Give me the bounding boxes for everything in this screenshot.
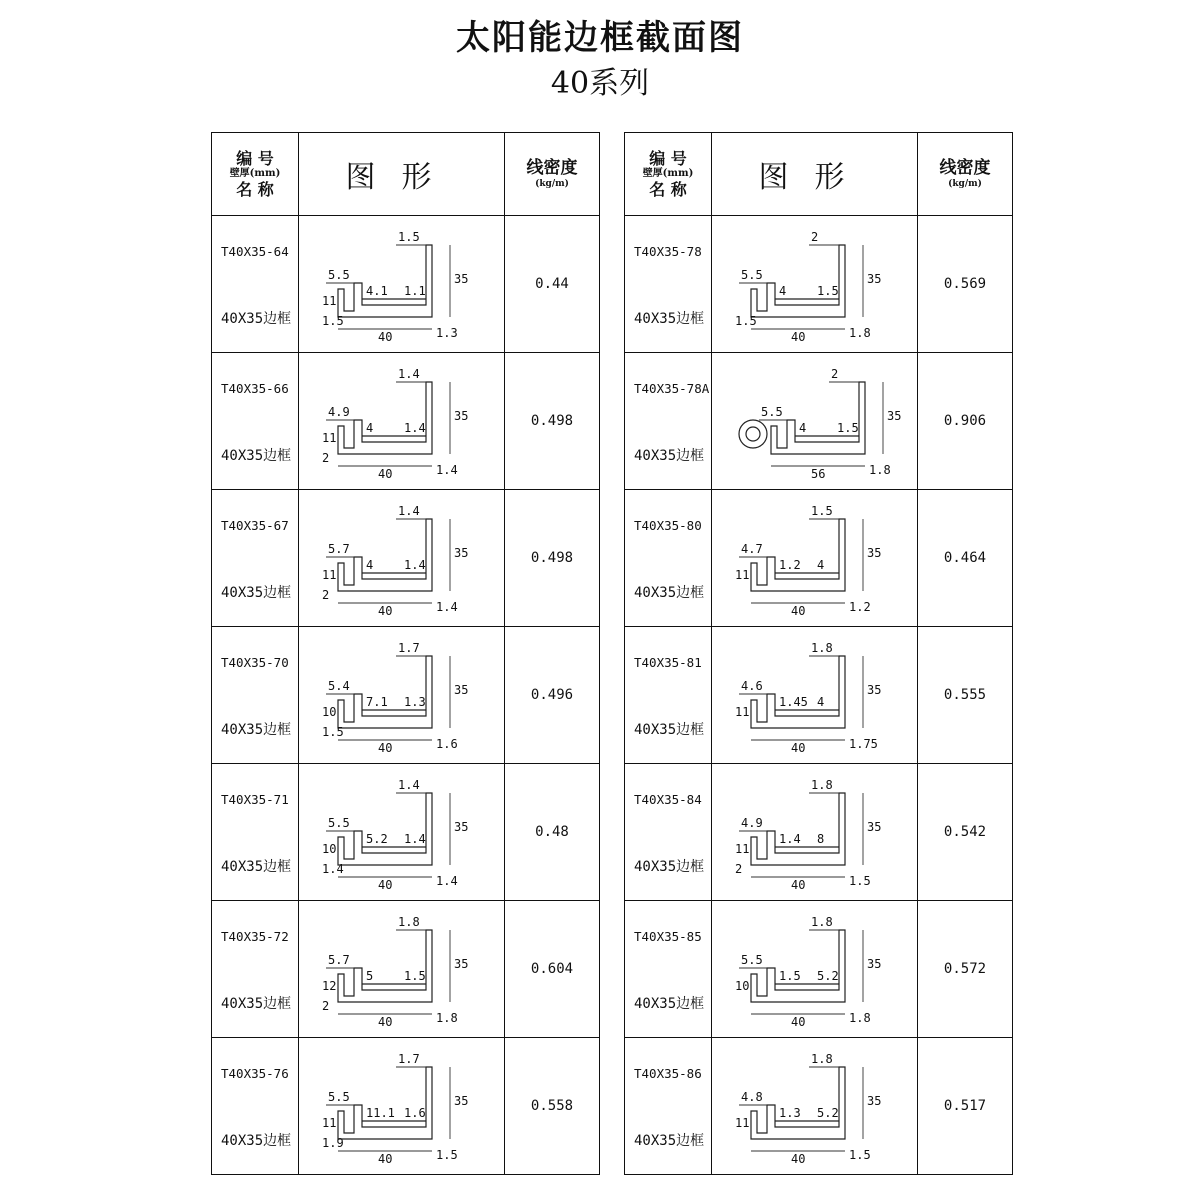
dim-d1: 4 <box>365 558 373 572</box>
frame-profile-outline <box>338 382 432 454</box>
mounting-ring <box>739 420 767 448</box>
dim-width: 40 <box>377 1015 392 1028</box>
profile-density-cell <box>918 1038 1013 1175</box>
dim-lip: 4.7 <box>740 542 763 556</box>
profile-row <box>212 764 600 901</box>
dim-bottom: 1.4 <box>435 874 458 888</box>
profile-density: 0.558 <box>530 1098 574 1114</box>
dim-bottom: 1.2 <box>848 600 871 614</box>
profile-row <box>625 764 1013 901</box>
profile-name: 40X35边框 <box>634 859 705 875</box>
dim-d2: 1.1 <box>403 284 426 298</box>
dim-side: 10 <box>734 979 749 993</box>
dim-width: 40 <box>790 1152 805 1165</box>
dim-lip: 4.9 <box>327 405 350 419</box>
dim-height: 35 <box>886 409 901 423</box>
profile-figure-cell <box>712 216 918 353</box>
dim-lip: 4.9 <box>740 816 763 830</box>
dim-lip: 5.4 <box>327 679 350 693</box>
profile-density: 0.464 <box>943 550 987 566</box>
profile-figure-cell <box>712 490 918 627</box>
profile-drawing <box>312 910 492 1028</box>
profile-name: 40X35边框 <box>221 311 292 327</box>
profile-figure-cell <box>299 627 505 764</box>
profile-drawing <box>725 1047 905 1165</box>
profile-density-cell <box>505 216 600 353</box>
profile-density-cell <box>505 1038 600 1175</box>
profile-row <box>625 1038 1013 1175</box>
dim-d1: 1.4 <box>778 832 801 846</box>
profile-drawing <box>312 362 492 480</box>
profile-drawing <box>725 636 905 754</box>
dim-side: 11 <box>734 705 749 719</box>
dim-bottom: 1.8 <box>848 326 871 340</box>
dim-bottom: 1.5 <box>848 1148 871 1162</box>
dim-d1: 4 <box>365 421 373 435</box>
profile-id-cell <box>625 764 712 901</box>
profile-density: 0.604 <box>530 961 574 977</box>
dim-top: 1.4 <box>397 367 420 381</box>
dim-height: 35 <box>453 1094 468 1108</box>
dim-side: 11 <box>321 568 336 582</box>
dim-d1: 1.2 <box>778 558 801 572</box>
dim-d2: 5.2 <box>816 969 839 983</box>
profile-row <box>625 353 1013 490</box>
dim-d2: 8 <box>816 832 824 846</box>
profile-code: T40X35-80 <box>634 518 702 533</box>
dim-width: 40 <box>790 604 805 617</box>
dim-side: 11 <box>321 1116 336 1130</box>
profile-code: T40X35-66 <box>221 381 289 396</box>
dim-top: 1.5 <box>810 504 833 518</box>
profile-figure-cell <box>712 627 918 764</box>
dim-d2: 4 <box>816 695 824 709</box>
dim-lip: 5.5 <box>327 268 350 282</box>
dim-height: 35 <box>453 820 468 834</box>
frame-profile-outline <box>338 930 432 1002</box>
profile-figure-cell <box>299 901 505 1038</box>
profile-density-cell <box>918 901 1013 1038</box>
dim-d1: 4.1 <box>365 284 388 298</box>
dim-height: 35 <box>866 957 881 971</box>
dim-foot: 1.5 <box>734 314 757 328</box>
profile-name: 40X35边框 <box>634 722 705 738</box>
header-figure-cell <box>299 133 505 216</box>
profile-drawing <box>725 225 905 343</box>
dim-foot: 2 <box>321 588 329 602</box>
dim-bottom: 1.5 <box>848 874 871 888</box>
left-spec-table <box>211 132 600 1175</box>
dim-d2: 1.4 <box>403 832 426 846</box>
dim-d2: 1.4 <box>403 421 426 435</box>
dim-side: 10 <box>321 842 336 856</box>
profile-id-cell <box>625 1038 712 1175</box>
dim-d1: 1.3 <box>778 1106 801 1120</box>
dim-height: 35 <box>453 409 468 423</box>
profile-figure-cell <box>712 353 918 490</box>
profile-id-cell <box>625 627 712 764</box>
profile-id-cell <box>212 490 299 627</box>
profile-code: T40X35-86 <box>634 1066 702 1081</box>
dim-d2: 1.5 <box>816 284 839 298</box>
profile-figure-cell <box>712 1038 918 1175</box>
dim-width: 56 <box>810 467 825 480</box>
dim-foot: 1.5 <box>321 314 344 328</box>
profile-density: 0.48 <box>535 824 569 840</box>
header-id-label: 编 号 <box>236 148 274 168</box>
dim-width: 40 <box>377 741 392 754</box>
dim-foot: 2 <box>734 862 742 876</box>
profile-drawing <box>312 499 492 617</box>
dim-d2: 1.4 <box>403 558 426 572</box>
dim-lip: 4.6 <box>740 679 763 693</box>
dim-top: 1.8 <box>810 778 833 792</box>
profile-code: T40X35-81 <box>634 655 702 670</box>
profile-code: T40X35-70 <box>221 655 289 670</box>
profile-density: 0.569 <box>943 276 987 292</box>
frame-profile-outline <box>771 382 865 454</box>
profile-name: 40X35边框 <box>221 448 292 464</box>
profile-drawing <box>725 773 905 891</box>
header-row <box>625 133 1013 216</box>
profile-density: 0.44 <box>535 276 569 292</box>
dim-bottom: 1.4 <box>435 600 458 614</box>
dim-d2: 1.6 <box>403 1106 426 1120</box>
profile-row <box>625 901 1013 1038</box>
profile-id-cell <box>625 490 712 627</box>
profile-row <box>212 490 600 627</box>
profile-code: T40X35-85 <box>634 929 702 944</box>
profile-figure-cell <box>299 764 505 901</box>
dim-foot: 1.5 <box>321 725 344 739</box>
dim-bottom: 1.5 <box>435 1148 458 1162</box>
profile-figure-cell <box>299 1038 505 1175</box>
dim-bottom: 1.75 <box>848 737 878 751</box>
frame-profile-outline <box>751 245 845 317</box>
profile-row <box>212 901 600 1038</box>
profile-density: 0.517 <box>943 1098 987 1114</box>
profile-code: T40X35-67 <box>221 518 289 533</box>
dim-top: 2 <box>810 230 818 244</box>
header-density-cell <box>918 133 1013 216</box>
dim-top: 1.8 <box>810 641 833 655</box>
profile-drawing <box>725 362 905 480</box>
profile-row <box>212 216 600 353</box>
profile-figure-cell <box>299 216 505 353</box>
header-id-cell <box>625 133 712 216</box>
page-title: 太阳能边框截面图 <box>456 18 744 58</box>
dim-height: 35 <box>453 272 468 286</box>
profile-density-cell <box>918 353 1013 490</box>
profile-id-cell <box>625 353 712 490</box>
dim-lip: 5.5 <box>740 268 763 282</box>
frame-profile-outline <box>338 656 432 728</box>
profile-figure-cell <box>299 353 505 490</box>
dim-height: 35 <box>453 957 468 971</box>
profile-figure-cell <box>299 490 505 627</box>
dim-height: 35 <box>866 546 881 560</box>
profile-drawing <box>312 1047 492 1165</box>
profile-density: 0.555 <box>943 687 987 703</box>
dim-top: 1.7 <box>397 641 420 655</box>
frame-profile-outline <box>751 1067 845 1139</box>
profile-density-cell <box>505 490 600 627</box>
dim-lip: 5.7 <box>327 953 350 967</box>
header-figure-label: 图形 <box>758 160 871 195</box>
profile-id-cell <box>625 901 712 1038</box>
profile-density: 0.496 <box>530 687 574 703</box>
dim-foot: 1.9 <box>321 1136 344 1150</box>
dim-d1: 5 <box>365 969 373 983</box>
dim-side: 11 <box>734 568 749 582</box>
profile-id-cell <box>212 901 299 1038</box>
dim-side: 12 <box>321 979 336 993</box>
dim-top: 1.8 <box>810 1052 833 1066</box>
dim-side: 11 <box>321 294 336 308</box>
profile-code: T40X35-76 <box>221 1066 289 1081</box>
dim-lip: 5.5 <box>760 405 783 419</box>
frame-profile-outline <box>338 245 432 317</box>
profile-density: 0.542 <box>943 824 987 840</box>
dim-d1: 5.2 <box>365 832 388 846</box>
profile-code: T40X35-64 <box>221 244 289 259</box>
dim-width: 40 <box>790 330 805 343</box>
dim-width: 40 <box>790 741 805 754</box>
profile-code: T40X35-84 <box>634 792 702 807</box>
frame-profile-outline <box>751 656 845 728</box>
header-density-cell <box>505 133 600 216</box>
header-row <box>212 133 600 216</box>
header-name-label: 名 称 <box>236 180 274 199</box>
header-thickness-label: 壁厚(mm) <box>642 168 694 179</box>
frame-profile-outline <box>751 793 845 865</box>
dim-bottom: 1.4 <box>435 463 458 477</box>
header-density-unit: (kg/m) <box>948 179 982 190</box>
dim-width: 40 <box>377 467 392 480</box>
frame-profile-outline <box>338 1067 432 1139</box>
dim-lip: 5.7 <box>327 542 350 556</box>
profile-drawing <box>312 773 492 891</box>
dim-width: 40 <box>377 878 392 891</box>
profile-name: 40X35边框 <box>221 996 292 1012</box>
dim-d2: 1.5 <box>836 421 859 435</box>
profile-figure-cell <box>712 764 918 901</box>
profile-name: 40X35边框 <box>221 722 292 738</box>
header-figure-cell <box>712 133 918 216</box>
profile-name: 40X35边框 <box>221 1133 292 1149</box>
profile-name: 40X35边框 <box>221 859 292 875</box>
dim-height: 35 <box>866 272 881 286</box>
dim-side: 11 <box>734 842 749 856</box>
profile-name: 40X35边框 <box>634 1133 705 1149</box>
dim-bottom: 1.8 <box>848 1011 871 1025</box>
header-figure-label: 图形 <box>345 160 458 195</box>
profile-density-cell <box>918 764 1013 901</box>
profile-id-cell <box>212 627 299 764</box>
profile-density-cell <box>505 764 600 901</box>
dim-width: 40 <box>377 1152 392 1165</box>
dim-side: 11 <box>734 1116 749 1130</box>
dim-height: 35 <box>866 1094 881 1108</box>
profile-name: 40X35边框 <box>634 585 705 601</box>
dim-d1: 4 <box>798 421 806 435</box>
profile-density-cell <box>918 216 1013 353</box>
dim-lip: 5.5 <box>327 1090 350 1104</box>
profile-density: 0.498 <box>530 550 574 566</box>
profile-row <box>212 353 600 490</box>
dim-top: 1.5 <box>397 230 420 244</box>
profile-id-cell <box>212 764 299 901</box>
dim-d2: 5.2 <box>816 1106 839 1120</box>
dim-top: 1.7 <box>397 1052 420 1066</box>
profile-row <box>625 216 1013 353</box>
profile-name: 40X35边框 <box>634 996 705 1012</box>
profile-density-cell <box>505 627 600 764</box>
dim-lip: 5.5 <box>740 953 763 967</box>
profile-code: T40X35-78 <box>634 244 702 259</box>
dim-top: 1.4 <box>397 778 420 792</box>
dim-foot: 2 <box>321 451 329 465</box>
profile-name: 40X35边框 <box>634 311 705 327</box>
frame-profile-outline <box>338 519 432 591</box>
dim-d1: 11.1 <box>365 1106 395 1120</box>
profile-code: T40X35-78A <box>634 381 710 396</box>
profile-drawing <box>312 225 492 343</box>
profile-code: T40X35-71 <box>221 792 289 807</box>
profile-drawing <box>725 910 905 1028</box>
dim-bottom: 1.6 <box>435 737 458 751</box>
profile-density: 0.572 <box>943 961 987 977</box>
dim-foot: 2 <box>321 999 329 1013</box>
dim-width: 40 <box>377 604 392 617</box>
profile-drawing <box>725 499 905 617</box>
dim-height: 35 <box>866 683 881 697</box>
dim-d2: 1.3 <box>403 695 426 709</box>
page-subtitle: 40系列 <box>550 66 650 101</box>
profile-name: 40X35边框 <box>634 448 705 464</box>
dim-d1: 7.1 <box>365 695 388 709</box>
dim-width: 40 <box>790 1015 805 1028</box>
header-density-label: 线密度 <box>526 158 578 179</box>
profile-code: T40X35-72 <box>221 929 289 944</box>
dim-width: 40 <box>790 878 805 891</box>
mounting-ring-hole <box>746 427 760 441</box>
profile-name: 40X35边框 <box>221 585 292 601</box>
profile-drawing <box>312 636 492 754</box>
dim-top: 1.8 <box>810 915 833 929</box>
profile-row <box>625 490 1013 627</box>
frame-profile-outline <box>751 519 845 591</box>
dim-d1: 1.5 <box>778 969 801 983</box>
profile-density-cell <box>505 353 600 490</box>
dim-side: 10 <box>321 705 336 719</box>
right-spec-table <box>624 132 1013 1175</box>
dim-d1: 4 <box>778 284 786 298</box>
dim-d1: 1.45 <box>778 695 808 709</box>
profile-id-cell <box>212 1038 299 1175</box>
profile-row <box>212 1038 600 1175</box>
dim-width: 40 <box>377 330 392 343</box>
profile-density-cell <box>918 627 1013 764</box>
header-density-unit: (kg/m) <box>535 179 569 190</box>
header-density-label: 线密度 <box>939 158 991 179</box>
profile-density-cell <box>918 490 1013 627</box>
dim-top: 1.8 <box>397 915 420 929</box>
dim-d2: 4 <box>816 558 824 572</box>
profile-id-cell <box>212 216 299 353</box>
dim-bottom: 1.3 <box>435 326 458 340</box>
profile-density: 0.498 <box>530 413 574 429</box>
dim-d2: 1.5 <box>403 969 426 983</box>
dim-bottom: 1.8 <box>868 463 891 477</box>
header-id-label: 编 号 <box>649 148 687 168</box>
profile-id-cell <box>212 353 299 490</box>
dim-height: 35 <box>453 546 468 560</box>
header-name-label: 名 称 <box>649 180 687 199</box>
profile-density: 0.906 <box>943 413 987 429</box>
dim-bottom: 1.8 <box>435 1011 458 1025</box>
dim-height: 35 <box>453 683 468 697</box>
dim-lip: 5.5 <box>327 816 350 830</box>
frame-profile-outline <box>338 793 432 865</box>
profile-figure-cell <box>712 901 918 1038</box>
dim-foot: 1.4 <box>321 862 344 876</box>
dim-top: 1.4 <box>397 504 420 518</box>
header-id-cell <box>212 133 299 216</box>
dim-lip: 4.8 <box>740 1090 763 1104</box>
dim-top: 2 <box>830 367 838 381</box>
profile-id-cell <box>625 216 712 353</box>
dim-side: 11 <box>321 431 336 445</box>
dim-height: 35 <box>866 820 881 834</box>
header-thickness-label: 壁厚(mm) <box>229 168 281 179</box>
profile-density-cell <box>505 901 600 1038</box>
frame-profile-outline <box>751 930 845 1002</box>
profile-row <box>625 627 1013 764</box>
profile-row <box>212 627 600 764</box>
